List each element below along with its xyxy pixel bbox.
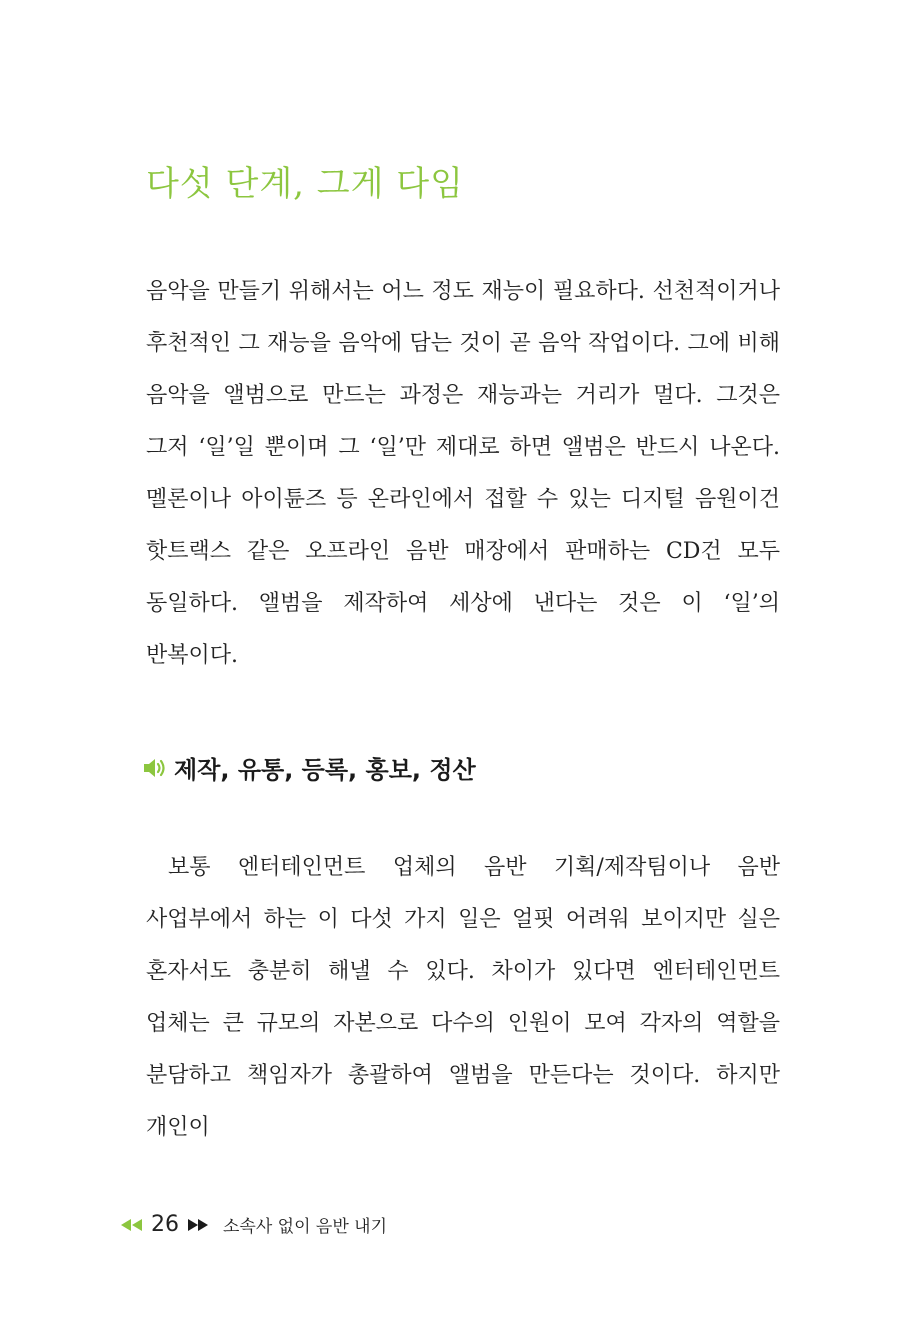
chapter-title: 다섯 단계, 그게 다임 — [146, 164, 464, 204]
page-footer — [120, 1212, 387, 1237]
intro-paragraph: 음악을 만들기 위해서는 어느 정도 재능이 필요하다. 선천적이거나 후천적인 그 재능을 음악에 담는 것이 곧 음악 작업이다. 그에 비해 음악을 앨범으로 만드는 과정은 재능과는 거리가 멀다. 그것은 그저 ‘일’일 뿐이며 그 ‘일’만 제대로 하면 앨범은 반드시 나온다. 멜론이나 아이튠즈 등 온라인에서 접할 수 있는 디지털 음원이건 핫트랙스 같은 오프라인 음반 매장에서 판매하는 CD건 모두 동일하다. 앨범을 제작하여 세상에 낸다는 것은 이 ‘일’의 반복이다. — [146, 279, 780, 668]
double-arrow-right-icon — [186, 1218, 210, 1232]
double-arrow-left-icon — [120, 1218, 144, 1232]
speaker-icon — [142, 756, 168, 780]
section-paragraph: 보통 엔터테인먼트 업체의 음반 기획/제작팀이나 음반 사업부에서 하는 이 다섯 가지 일은 얼핏 어려워 보이지만 실은 혼자서도 충분히 해낼 수 있다. 차이가 있다면 엔터테인먼트 업체는 큰 규모의 자본으로 다수의 인원이 모여 각자의 역할을 분담하고 책임자가 총괄하여 앨범을 만든다는 것이다. 하지만 개인이 — [146, 855, 780, 1140]
book-title: 소속사 없이 음반 내기 — [223, 1217, 388, 1237]
section-heading — [142, 750, 476, 785]
page-number: 26 — [151, 1212, 179, 1237]
section-heading-text: 제작, 유통, 등록, 홍보, 정산 — [174, 756, 476, 784]
